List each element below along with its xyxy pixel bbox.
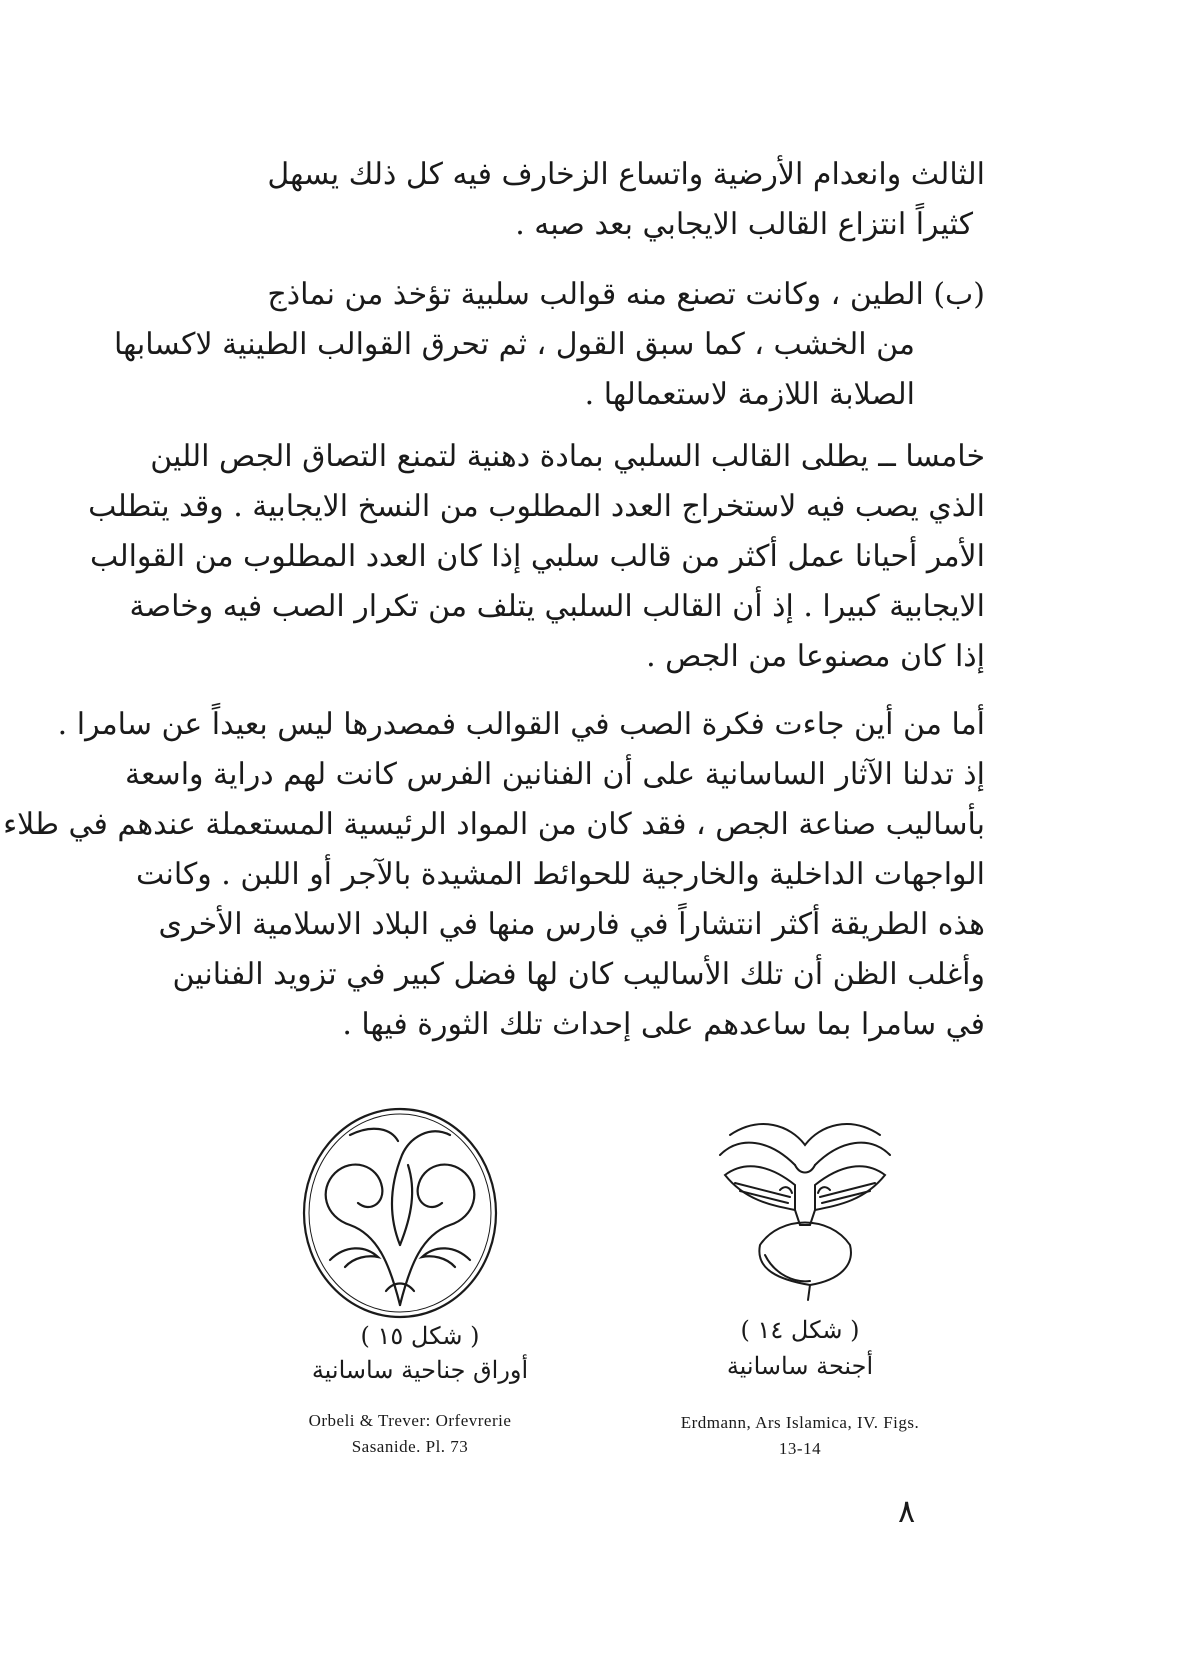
- figure-14-reference-line: 13-14: [778, 1439, 822, 1458]
- paragraph-line: من الخشب ، كما سبق القول ، ثم تحرق القوالب الطينية لاكسابها: [113, 327, 915, 362]
- figure-15-reference: [255, 1408, 565, 1460]
- figure-15-number: ( شكل ١٥ ): [360, 1322, 480, 1350]
- paragraph-line: (ب) الطين ، وكانت تصنع منه قوالب سلبية تؤخذ من نماذج: [267, 277, 985, 312]
- paragraph-line: بأساليب صناعة الجص ، فقد كان من المواد الرئيسية المستعملة عندهم في طلاء: [3, 807, 985, 842]
- paragraph-4: [3, 700, 985, 1050]
- paragraph-line: الثالث وانعدام الأرضية واتساع الزخارف فيه كل ذلك يسهل: [267, 157, 985, 192]
- paragraph-line: الصلابة اللازمة لاستعمالها .: [584, 377, 915, 412]
- page-number: ٨: [898, 1492, 916, 1530]
- paragraph-line: إذا كان مصنوعا من الجص .: [646, 639, 985, 674]
- paragraph-line: في سامرا بما ساعدهم على إحداث تلك الثورة فيها .: [342, 1007, 985, 1042]
- figure-14-title: أجنحة ساسانية: [726, 1352, 874, 1380]
- sasanian-wings-icon: [700, 1105, 910, 1305]
- paragraph-line: خامسا ــ يطلى القالب السلبي بمادة دهنية لتمنع التصاق الجص اللين: [150, 439, 985, 474]
- figure-15-title: أوراق جناحية ساسانية: [311, 1356, 529, 1384]
- figure-15-drawing: [290, 1095, 510, 1325]
- paragraph-2: [113, 270, 985, 420]
- paragraph-line: إذ تدلنا الآثار الساسانية على أن الفنانين الفرس كانت لهم دراية واسعة: [125, 757, 985, 792]
- paragraph-line: الايجابية كبيرا . إذ أن القالب السلبي يتلف من تكرار الصب فيه وخاصة: [129, 589, 985, 624]
- paragraph-3: [88, 432, 985, 682]
- paragraph-line: الذي يصب فيه لاستخراج العدد المطلوب من النسخ الايجابية . وقد يتطلب: [88, 489, 985, 524]
- figure-15-reference-line: Orbeli & Trever: Orfevrerie: [308, 1411, 512, 1430]
- figure-14-number: ( شكل ١٤ ): [740, 1316, 860, 1344]
- wing-leaf-roundel-icon: [290, 1095, 510, 1325]
- paragraph-line: هذه الطريقة أكثر انتشاراً في فارس منها في البلاد الاسلامية الأخرى: [158, 907, 985, 942]
- paragraph-line: وأغلب الظن أن تلك الأساليب كان لها فضل كبير في تزويد الفنانين: [172, 957, 985, 992]
- figure-14-drawing: [700, 1105, 910, 1305]
- paragraph-line: الأمر أحيانا عمل أكثر من قالب سلبي إذا كان العدد المطلوب من القوالب: [90, 539, 985, 574]
- figure-14-reference: [630, 1410, 970, 1462]
- paragraph-line: أما من أين جاءت فكرة الصب في القوالب فمصدرها ليس بعيداً عن سامرا .: [57, 707, 985, 742]
- paragraph-line: الواجهات الداخلية والخارجية للحوائط المشيدة بالآجر أو اللبن . وكانت: [136, 857, 985, 892]
- figure-15-reference-line: Sasanide. Pl. 73: [351, 1437, 469, 1456]
- paragraph-1: [225, 150, 985, 250]
- paragraph-line: كثيراً انتزاع القالب الايجابي بعد صبه .: [515, 207, 973, 242]
- figure-14-reference-line: Erdmann, Ars Islamica, IV. Figs.: [680, 1413, 920, 1432]
